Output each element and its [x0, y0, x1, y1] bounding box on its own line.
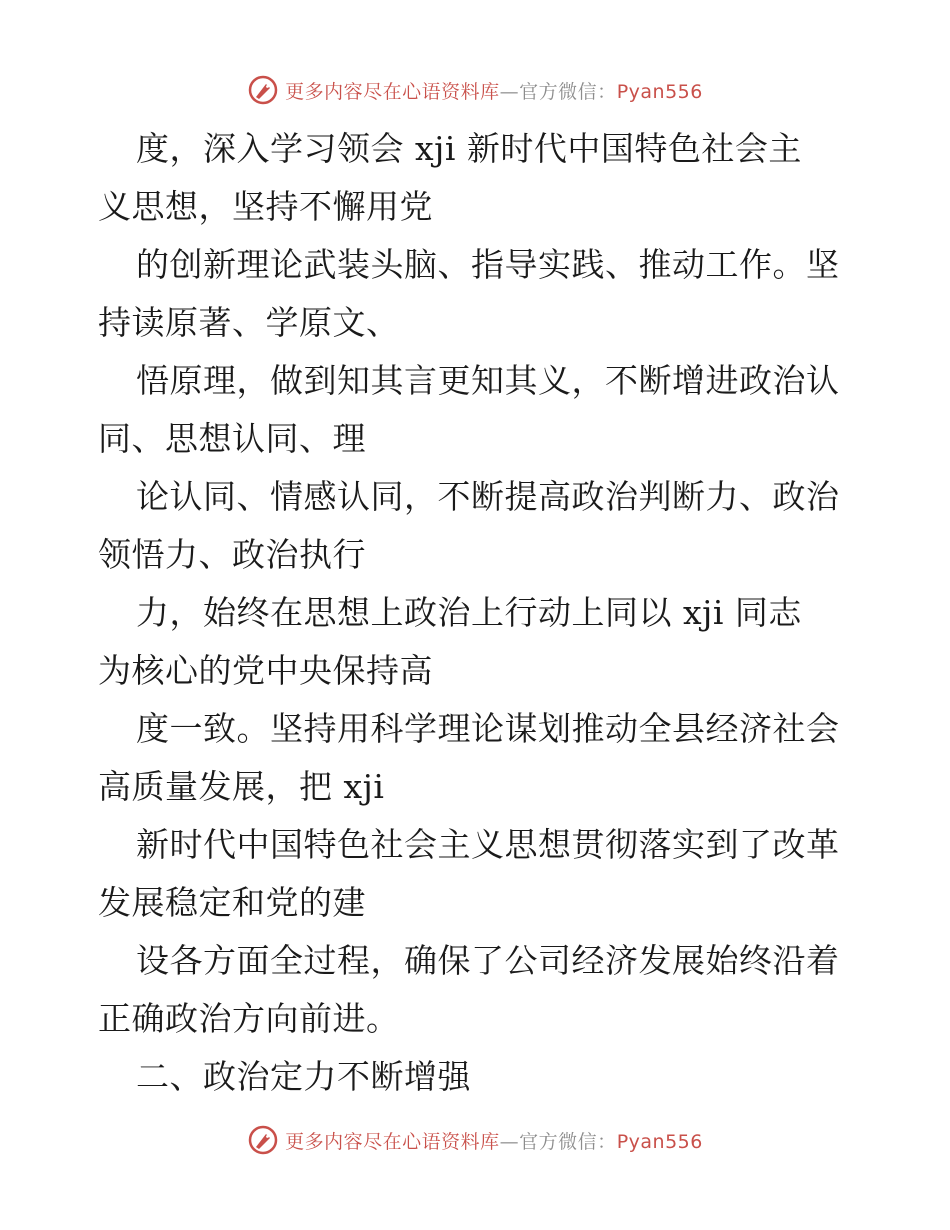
header-watermark: [0, 70, 950, 110]
text-line: 领悟力、政治执行: [98, 535, 366, 574]
text-line: 正确政治方向前进。: [98, 999, 400, 1038]
text-line: 持读原著、学原文、: [98, 303, 400, 342]
text-line: 度一致。坚持用科学理论谋划推动全县经济社会: [136, 709, 840, 748]
watermark-label: 官方微信：: [519, 80, 617, 103]
text-line: 为核心的党中央保持高: [98, 651, 433, 690]
text-line: 义思想，坚持不懈用党: [98, 187, 433, 226]
watermark-main-text: 更多内容尽在心语资料库: [285, 80, 500, 103]
text-line: 设各方面全过程，确保了公司经济发展始终沿着: [136, 941, 840, 980]
text-line: 同、思想认同、理: [98, 419, 366, 458]
text-line: 发展稳定和党的建: [98, 883, 366, 922]
document-body: [98, 120, 858, 1106]
text-line: 新时代中国特色社会主义思想贯彻落实到了改革: [136, 825, 840, 864]
text-line: 高质量发展，把 xji: [98, 767, 385, 806]
text-line: 二、政治定力不断增强: [136, 1057, 471, 1096]
watermark-label: 官方微信：: [519, 1130, 617, 1153]
watermark-dash: —: [499, 1130, 520, 1153]
pen-nib-logo-icon: [247, 74, 279, 106]
text-line: 力，始终在思想上政治上行动上同以 xji 同志: [136, 593, 802, 632]
text-line: 度，深入学习领会 xji 新时代中国特色社会主: [136, 129, 802, 168]
watermark-main-text: 更多内容尽在心语资料库: [285, 1130, 500, 1153]
watermark-id: Pyan556: [616, 1130, 703, 1153]
watermark-dash: —: [499, 80, 520, 103]
footer-watermark: [0, 1120, 950, 1160]
watermark-id: Pyan556: [616, 80, 703, 103]
text-line: 悟原理，做到知其言更知其义，不断增进政治认: [136, 361, 840, 400]
text-line: 的创新理论武装头脑、指导实践、推动工作。坚: [136, 245, 840, 284]
pen-nib-logo-icon: [247, 1124, 279, 1156]
text-line: 论认同、情感认同，不断提高政治判断力、政治: [136, 477, 840, 516]
